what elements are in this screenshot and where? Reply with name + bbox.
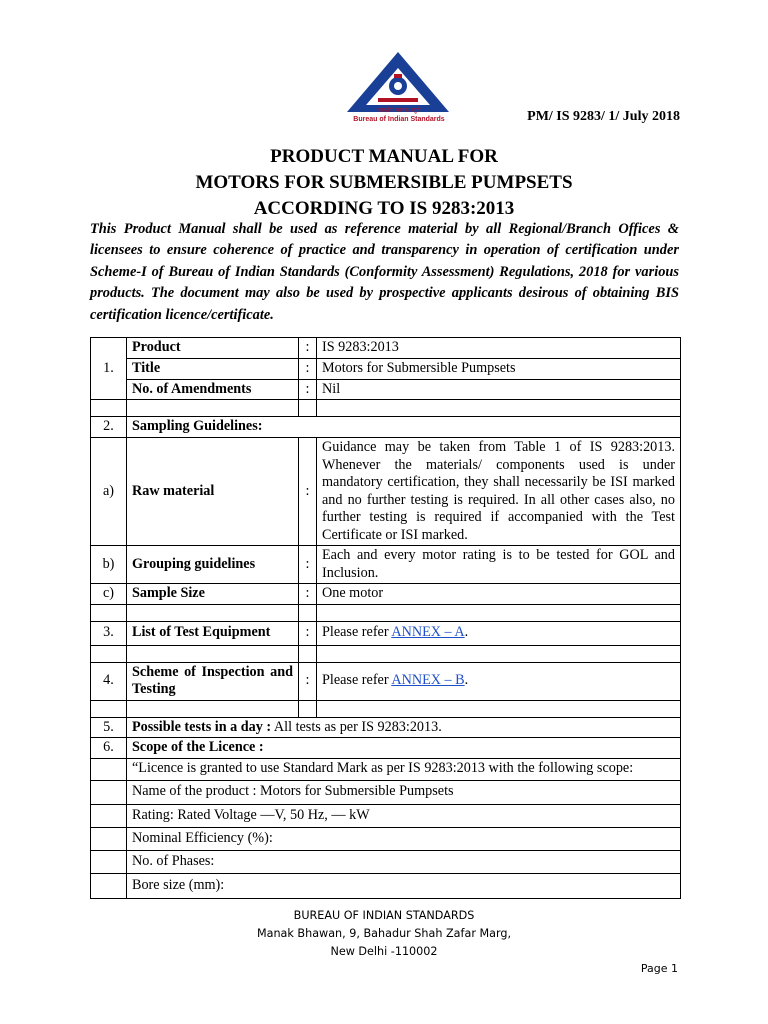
row-value: IS 9283:2013: [317, 338, 681, 359]
refer-text: Please refer: [322, 624, 392, 641]
colon: :: [299, 359, 317, 380]
row-value: Each and every motor rating is to be tested for GOL and Inclusion.: [317, 546, 681, 584]
colon: :: [299, 584, 317, 605]
table-row: [91, 662, 681, 700]
footer-address-2: New Delhi -110002: [330, 945, 438, 958]
colon: :: [299, 438, 317, 546]
annex-b-link[interactable]: ANNEX – B: [391, 672, 465, 689]
table-row: [91, 359, 681, 380]
title-line-1: PRODUCT MANUAL FOR: [270, 146, 498, 167]
footer-address-1: Manak Bhawan, 9, Bahadur Shah Zafar Marg,: [256, 927, 512, 940]
colon: :: [299, 338, 317, 359]
document-reference: PM/ IS 9283/ 1/ July 2018: [527, 109, 680, 124]
row-value: Nil: [317, 379, 681, 400]
page-number: Page 1: [640, 962, 678, 975]
row-value: [317, 621, 681, 645]
spacer-row: [91, 604, 681, 621]
scope-line: Name of the product : Motors for Submersible Pumpsets: [127, 780, 681, 804]
row-label: Title: [127, 359, 299, 380]
row-label: Possible tests in a day :: [132, 718, 272, 735]
row-label: Scheme of Inspection and Testing: [127, 662, 299, 700]
scope-row: [91, 780, 681, 804]
row-label: List of Test Equipment: [127, 621, 299, 645]
section-label: Sampling Guidelines:: [127, 417, 681, 438]
row-number: 1.: [91, 338, 127, 400]
row-label: No. of Amendments: [127, 379, 299, 400]
colon: :: [299, 621, 317, 645]
row-label: Raw material: [127, 438, 299, 546]
spacer-row: [91, 700, 681, 717]
product-manual-table: [90, 337, 681, 899]
table-row: [91, 546, 681, 584]
row-number: 3.: [91, 621, 127, 645]
logo-hindi-text: भारतीय मानक ब्यूरो: [377, 107, 421, 114]
intro-paragraph: This Product Manual shall be used as reference material by all Regional/Branch Offices & licensees to ensure coherence of practice and transparency in operation of certification under Scheme-I of Bureau of Indian Standards (Conformity Assessment) Regulations, 2018 for various products. The document may also be used by prospective applicants desirous of obtaining BIS certification licence/certificate.: [90, 221, 679, 323]
scope-row: [91, 850, 681, 873]
footer-org: BUREAU OF INDIAN STANDARDS: [293, 909, 475, 922]
row-number: 4.: [91, 662, 127, 700]
table-row: [91, 584, 681, 605]
table-row: [91, 379, 681, 400]
annex-a-link[interactable]: ANNEX – A: [391, 624, 465, 641]
table-row: [91, 438, 681, 546]
table-row: [91, 621, 681, 645]
row-label: Sample Size: [127, 584, 299, 605]
title-line-3: ACCORDING TO IS 9283:2013: [253, 198, 515, 219]
refer-suffix: .: [464, 672, 469, 689]
refer-suffix: .: [464, 624, 469, 641]
row-number: 5.: [91, 717, 127, 738]
logo-english-text: Bureau of Indian Standards: [353, 116, 445, 123]
table-row: [91, 738, 681, 759]
row-label: Grouping guidelines: [127, 546, 299, 584]
row-value: [317, 662, 681, 700]
row-number: c): [91, 584, 127, 605]
row-number: b): [91, 546, 127, 584]
colon: :: [299, 662, 317, 700]
row-value: Motors for Submersible Pumpsets: [317, 359, 681, 380]
table-row: [91, 717, 681, 738]
scope-line: Bore size (mm):: [127, 873, 681, 898]
row-value: Guidance may be taken from Table 1 of IS 9283:2013. Whenever the materials/ components used is under mandatory certification, they shall necessarily be ISI marked and no further testing is required. In all other cases also, no further testing is required if accompanied with the Test Certificate or ISI marked.: [317, 438, 681, 546]
colon: :: [299, 546, 317, 584]
row-value: All tests as per IS 9283:2013.: [271, 718, 442, 735]
scope-line: Rating: Rated Voltage —V, 50 Hz, — kW: [127, 804, 681, 827]
scope-line: “Licence is granted to use Standard Mark as per IS 9283:2013 with the following scope:: [127, 758, 681, 780]
row-number: a): [91, 438, 127, 546]
scope-row: [91, 827, 681, 850]
row-value: One motor: [317, 584, 681, 605]
spacer-row: [91, 400, 681, 417]
table-row: [91, 417, 681, 438]
spacer-row: [91, 645, 681, 662]
scope-line: No. of Phases:: [127, 850, 681, 873]
row-label: Product: [127, 338, 299, 359]
colon: :: [299, 379, 317, 400]
row-number: 6.: [91, 738, 127, 759]
scope-row: [91, 873, 681, 898]
scope-row: [91, 804, 681, 827]
refer-text: Please refer: [322, 672, 392, 689]
bis-logo: [343, 50, 453, 128]
row-number: 2.: [91, 417, 127, 438]
possible-tests: [127, 717, 681, 738]
table-row: [91, 338, 681, 359]
scope-row: [91, 758, 681, 780]
scope-line: Nominal Efficiency (%):: [127, 827, 681, 850]
title-line-2: MOTORS FOR SUBMERSIBLE PUMPSETS: [195, 172, 573, 193]
section-label: Scope of the Licence :: [127, 738, 681, 759]
